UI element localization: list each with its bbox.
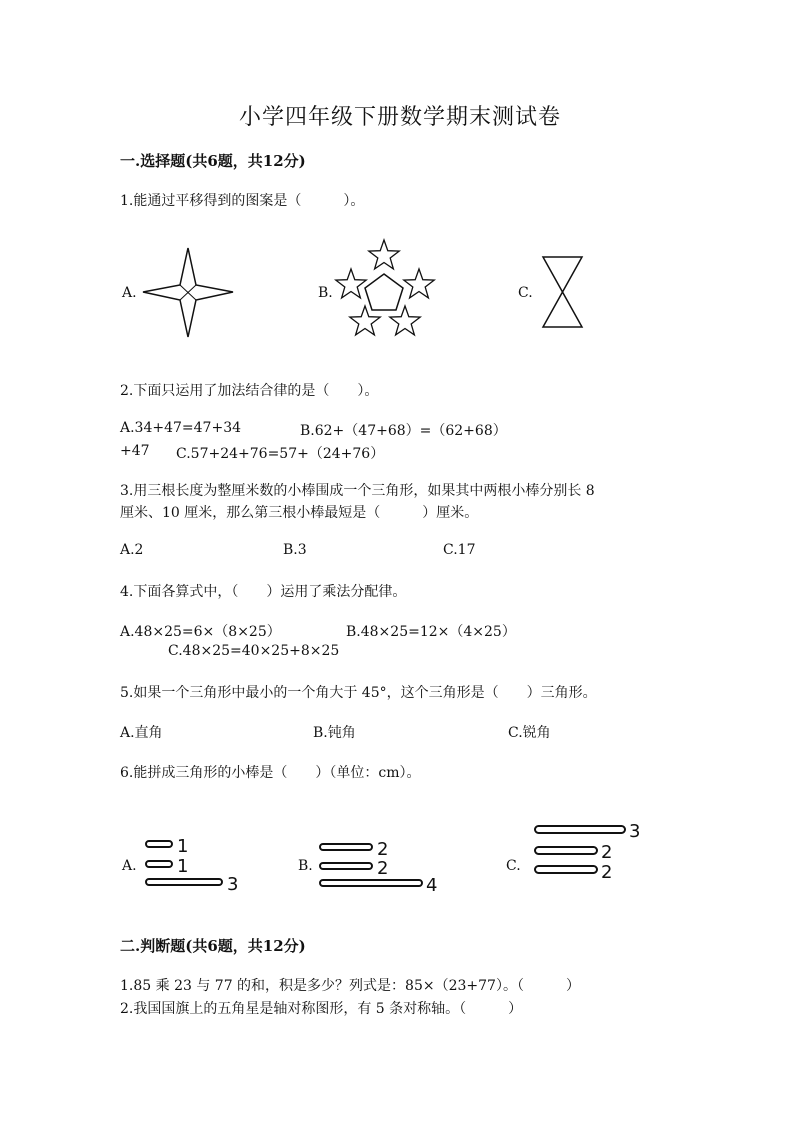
sticks-figure-b [315,838,445,898]
pentagon-stars-figure [335,240,435,340]
question-2-1: 1.85 乘 23 与 77 的和，积是多少？列式是：85×（23+77）。（ ） [120,978,580,994]
question-2-2: 2.我国国旗上的五角星是轴对称图形，有 5 条对称轴。（ ） [120,1001,523,1017]
question-1-5: 5.如果一个三角形中最小的一个角大于 45°，这个三角形是（ ）三角形。 [120,685,597,701]
center-pentagon [365,274,403,310]
q6-option-c-label: C. [506,858,521,874]
stick [535,847,597,854]
stick [535,866,597,873]
stick-length-label: 3 [227,874,239,895]
q2-option-b: B.62+（47+68）=（62+68） [300,423,507,439]
hourglass-figure [540,255,585,330]
q3-option-c: C.17 [443,542,476,558]
star-shape [369,240,399,269]
hourglass-outline [543,257,582,327]
stick-length-label: 1 [177,856,189,877]
q5-option-a: A.直角 [120,725,163,741]
q3-option-a: A.2 [120,542,144,558]
stick-length-label: 2 [601,862,613,883]
stick-length-label: 1 [177,836,189,857]
question-1-1: 1.能通过平移得到的图案是（ ）。 [120,193,365,209]
stick [535,826,625,833]
q6-option-a-label: A. [122,858,137,874]
sticks-figure-c [530,818,650,883]
question-1-6: 6.能拼成三角形的小棒是（ ）（单位：cm）。 [120,765,421,781]
stick-length-label: 2 [377,839,389,860]
section-2-heading: 二.判断题(共6题，共12分) [120,937,306,955]
stick [320,844,372,850]
q4-option-c: C.48×25=40×25+8×25 [168,643,340,659]
q2-option-b-continued: +47 [120,443,150,459]
sticks-figure-a [140,835,250,895]
q5-option-c: C.锐角 [508,725,551,741]
stick [320,863,372,869]
star-shape [404,269,434,298]
q6-option-b-label: B. [298,858,313,874]
q5-option-b: B.钝角 [313,725,356,741]
stick-length-label: 4 [426,875,438,896]
q4-option-b: B.48×25=12×（4×25） [346,624,516,640]
q1-option-a-label: A. [122,285,137,301]
page-title: 小学四年级下册数学期末测试卷 [238,105,561,130]
stick-length-label: 2 [601,842,613,863]
q4-option-a: A.48×25=6×（8×25） [120,624,281,640]
question-1-4: 4.下面各算式中，（ ）运用了乘法分配律。 [120,584,407,600]
four-point-star-figure [140,245,240,340]
stick [146,861,172,867]
star-shape [336,269,366,298]
stick [146,841,172,847]
q1-option-b-label: B. [318,285,333,301]
question-1-2: 2.下面只运用了加法结合律的是（ ）。 [120,383,379,399]
q1-option-c-label: C. [518,285,533,301]
q2-option-a: A.34+47=47+34 [120,420,242,436]
question-1-3-line2: 厘米、10 厘米，那么第三根小棒最短是（ ）厘米。 [120,505,479,521]
section-1-heading: 一.选择题(共6题，共12分) [120,152,306,170]
stick [146,879,222,885]
stick-length-label: 2 [377,858,389,879]
q2-option-c: C.57+24+76=57+（24+76） [176,446,385,462]
q3-option-b: B.3 [283,542,307,558]
stick-length-label: 3 [629,821,641,842]
stick [320,880,422,886]
question-1-3-line1: 3.用三根长度为整厘米数的小棒围成一个三角形，如果其中两根小棒分别长 8 [120,483,595,499]
